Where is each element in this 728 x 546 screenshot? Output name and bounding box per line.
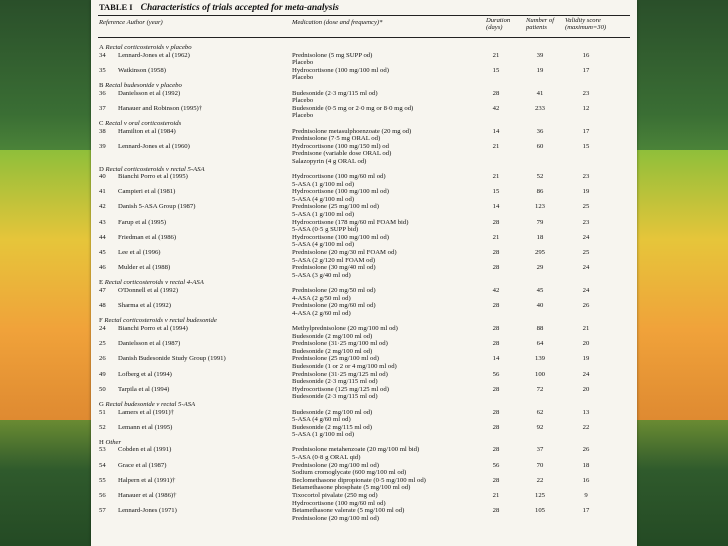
header-duration-line2: (days) [486, 24, 503, 32]
table-row [91, 135, 637, 143]
section-heading-text [99, 279, 204, 287]
cell-medication: Prednisolone metahenzoate (20 mg/100 ml bid) [292, 446, 420, 454]
section-title: Rectal budesonide v placebo [105, 81, 182, 89]
cell-medication: Hydrocortisone (100 mg/100 ml od) [292, 66, 389, 74]
cell-validity: 18 [582, 461, 590, 469]
table-row [91, 446, 637, 454]
cell-reference: 25 [99, 340, 106, 348]
table-row [91, 469, 637, 477]
top-rule [98, 15, 630, 16]
cell-validity: 26 [582, 446, 590, 454]
section-title: Rectal v oral corticosteroids [105, 119, 182, 127]
table-row [91, 158, 637, 166]
cell-patients: 92 [536, 423, 544, 431]
table-row [91, 424, 637, 432]
cell-patients: 100 [534, 370, 546, 378]
cell-duration: 42 [492, 287, 500, 294]
cell-author: Hanauer et al (1986)† [118, 492, 177, 500]
table-row [91, 340, 637, 348]
cell-reference: 38 [99, 127, 106, 135]
section-heading [91, 82, 637, 90]
cell-medication: Placebo [292, 112, 314, 120]
table-row [91, 302, 637, 310]
cell-validity: 25 [582, 249, 590, 257]
table-row [91, 378, 637, 386]
header-validity [565, 17, 606, 32]
table-caption: Characteristics of trials accepted for meta-analysis [140, 3, 339, 13]
cell-patients: 70 [536, 461, 544, 469]
cell-patients: 60 [536, 142, 544, 150]
section-letter: D [99, 165, 104, 173]
table-row [91, 249, 637, 257]
cell-author: Bianchi Porro et al (1994) [118, 324, 188, 332]
cell-medication: Hydrocortisone (100 mg/60 ml od) [292, 173, 386, 181]
cell-patients: 52 [536, 173, 544, 181]
section-heading [91, 279, 637, 287]
table-label: TABLE I [99, 2, 133, 12]
cell-duration: 14 [492, 203, 500, 211]
cell-duration: 28 [492, 408, 500, 416]
table-row [91, 500, 637, 508]
cell-patients: 88 [536, 324, 544, 332]
cell-medication: 4-ASA (2 g/60 ml od) [292, 309, 351, 317]
section-letter: G [99, 400, 104, 408]
cell-author: Lemann et al (1995) [118, 423, 173, 431]
cell-reference: 52 [99, 423, 106, 431]
cell-patients: 22 [536, 476, 544, 484]
cell-medication: Hydrocortisone (100 mg/100 ml od) [292, 188, 389, 196]
table-row [91, 181, 637, 189]
cell-medication: 5-ASA (1 g/100 ml od) [292, 211, 355, 219]
cell-reference: 35 [99, 66, 106, 74]
table-row [91, 515, 637, 523]
cell-author: Lofberg et al (1994) [118, 370, 172, 378]
cell-patients: 29 [536, 264, 544, 272]
cell-validity: 17 [582, 127, 590, 135]
cell-medication: Beclomethasone dipropionate (0·5 mg/100 ml od) [292, 476, 426, 484]
cell-reference: 48 [99, 302, 106, 310]
section-letter: E [99, 279, 104, 287]
cell-author: Watkinson (1958) [118, 66, 166, 74]
header-duration-line1: Duration [486, 17, 511, 24]
cell-medication: Placebo [292, 97, 314, 105]
cell-medication: 5-ASA (3 g/40 ml od) [292, 271, 351, 279]
header-validity-line1: Validity score [565, 17, 601, 24]
cell-medication: Methylprednisolone (20 mg/100 ml od) [292, 324, 398, 332]
cell-medication: 4-ASA (2 g/50 ml od) [292, 294, 351, 302]
cell-medication: Prednisolone (20 mg/30 ml FOAM od) [292, 249, 397, 257]
section-heading [91, 401, 637, 409]
cell-medication: Prednisone (variable dose ORAL od) [292, 150, 392, 158]
cell-duration: 15 [492, 66, 500, 74]
cell-medication: 5-ASA (1 g/100 ml od) [292, 180, 355, 188]
section-heading [91, 44, 637, 52]
cell-validity: 26 [582, 302, 590, 310]
cell-reference: 44 [99, 233, 106, 241]
table-row [91, 112, 637, 120]
cell-validity: 17 [582, 507, 590, 515]
cell-validity: 13 [582, 408, 590, 416]
table-row [91, 211, 637, 219]
section-title: Other [105, 438, 122, 446]
cell-duration: 21 [492, 492, 500, 500]
cell-medication: Hydrocortisone (100 mg/150 ml) od [292, 142, 389, 150]
cell-medication: 5-ASA (4 g/100 ml od) [292, 195, 355, 203]
cell-medication: Salazopyrin (4 g ORAL od) [292, 157, 367, 165]
cell-medication: Prednisolone (30 mg/40 ml od) [292, 264, 376, 272]
table-row [91, 348, 637, 356]
cell-duration: 28 [492, 507, 500, 515]
cell-author: Lee et al (1996) [118, 249, 161, 257]
table-row [91, 67, 637, 75]
cell-author: Hanauer and Robinson (1995)† [118, 104, 203, 112]
cell-validity: 21 [582, 324, 590, 332]
cell-validity: 15 [582, 142, 590, 150]
section-letter: H [99, 438, 104, 446]
table-row [91, 74, 637, 82]
cell-patients: 19 [536, 66, 544, 74]
section-title: Rectal budesonide v rectal 5-ASA [105, 400, 196, 408]
cell-validity: 12 [582, 104, 590, 112]
cell-medication: 5-ASA (0·5 g SUPP bid) [292, 226, 359, 234]
cell-validity: 9 [584, 492, 588, 500]
table-row [91, 431, 637, 439]
table-row [91, 188, 637, 196]
cell-author: Lamers et al (1991)† [118, 408, 174, 416]
cell-medication: Budesonide (1 or 2 or 4 mg/100 ml od) [292, 362, 397, 370]
cell-patients: 41 [536, 89, 544, 97]
table-row [91, 59, 637, 67]
cell-duration: 28 [492, 324, 500, 332]
cell-patients: 233 [534, 104, 546, 112]
table-row [91, 52, 637, 60]
cell-medication: Prednisolone (25 mg/100 ml od) [292, 203, 379, 211]
cell-medication: Prednisolone (20 mg/50 ml od) [292, 287, 376, 294]
cell-duration: 28 [492, 385, 500, 393]
cell-duration: 28 [492, 218, 500, 226]
cell-patients: 37 [536, 446, 544, 454]
cell-validity: 22 [582, 423, 590, 431]
cell-author: Danielsson et al (1992) [118, 89, 181, 97]
section-letter: B [99, 81, 104, 89]
cell-reference: 43 [99, 218, 106, 226]
cell-reference: 47 [99, 287, 106, 294]
cell-reference: 41 [99, 188, 106, 196]
cell-validity: 24 [582, 370, 590, 378]
section-title: Rectal corticosteroids v rectal 5-ASA [105, 165, 205, 173]
section-letter: C [99, 119, 104, 127]
cell-author: Halpern et al (1991)† [118, 476, 176, 484]
section-letter: A [99, 44, 104, 51]
cell-medication: 5-ASA (1 g/100 ml od) [292, 431, 355, 439]
cell-medication: Betamethasone phosphate (5 mg/100 ml od) [292, 484, 411, 492]
cell-author: Lennard-Jones et al (1962) [118, 51, 190, 59]
cell-author: Tarpila et al (1994) [118, 385, 170, 393]
cell-reference: 37 [99, 104, 106, 112]
section-heading-text [99, 317, 217, 325]
table-row [91, 355, 637, 363]
cell-medication: Tixocortol pivalate (250 mg od) [292, 492, 378, 500]
section-title: Rectal corticosteroids v rectal 4-ASA [104, 279, 204, 287]
cell-validity: 19 [582, 355, 590, 363]
cell-medication: Budesonide (2 mg/115 ml od) [292, 423, 372, 431]
cell-author: Grace et al (1987) [118, 461, 167, 469]
cell-validity: 23 [582, 218, 590, 226]
cell-author: Lennard-Jones (1971) [118, 507, 177, 515]
cell-medication: Budesonide (2 mg/100 ml od) [292, 347, 373, 355]
cell-duration: 28 [492, 446, 500, 454]
cell-duration: 56 [492, 370, 500, 378]
table-row [91, 325, 637, 333]
table-row [91, 363, 637, 371]
cell-patients: 36 [536, 127, 544, 135]
cell-author: Sharma et al (1992) [118, 302, 171, 310]
cell-author: Campieri et al (1981) [118, 188, 176, 196]
cell-validity: 20 [582, 340, 590, 348]
cell-validity: 19 [582, 188, 590, 196]
table-row [91, 386, 637, 394]
cell-duration: 28 [492, 340, 500, 348]
cell-medication: Budesonide (2 mg/100 ml od) [292, 408, 373, 416]
cell-author: Hamilton et al (1984) [118, 127, 176, 135]
header-medication: Medication (dose and frequency)* [292, 19, 383, 26]
table-row [91, 241, 637, 249]
cell-duration: 28 [492, 423, 500, 431]
table-row [91, 507, 637, 515]
cell-validity: 23 [582, 89, 590, 97]
section-heading [91, 166, 637, 174]
cell-medication: 5-ASA (0·8 g ORAL qid) [292, 454, 361, 462]
cell-medication: Budesonide (2·3 mg/115 ml od) [292, 89, 378, 97]
cell-reference: 46 [99, 264, 106, 272]
cell-reference: 54 [99, 461, 106, 469]
cell-validity: 24 [582, 264, 590, 272]
cell-author: Danish Budesonide Study Group (1991) [118, 355, 226, 363]
table-row [91, 416, 637, 424]
cell-patients: 125 [534, 492, 546, 500]
cell-duration: 42 [492, 104, 500, 112]
cell-reference: 45 [99, 249, 106, 257]
table-title [99, 2, 339, 13]
cell-medication: Prednisolone metasulphoenzoate (20 mg od) [292, 127, 412, 135]
cell-validity: 25 [582, 203, 590, 211]
cell-reference: 51 [99, 408, 106, 416]
cell-patients: 105 [534, 507, 546, 515]
cell-medication: Prednisolone (25 mg/100 ml od) [292, 355, 379, 363]
table-row [91, 462, 637, 470]
cell-medication: Prednisolone (7·5 mg ORAL od) [292, 135, 381, 143]
cell-validity: 16 [582, 51, 590, 59]
cell-patients: 79 [536, 218, 544, 226]
cell-author: O'Donnell et al (1992) [118, 287, 179, 294]
cell-patients: 62 [536, 408, 544, 416]
cell-validity: 24 [582, 287, 590, 294]
table-row [91, 287, 637, 295]
cell-author: Mulder et al (1988) [118, 264, 171, 272]
cell-medication: Betamethasone valerate (5 mg/100 ml od) [292, 507, 405, 515]
table-row [91, 196, 637, 204]
header-number-line1: Number of [526, 17, 555, 24]
table-row [91, 477, 637, 485]
section-heading-text [99, 120, 181, 128]
header-validity-line2: (maximum=30) [565, 24, 607, 32]
cell-reference: 49 [99, 370, 106, 378]
cell-medication: Budesonide (2·3 mg/115 ml od) [292, 378, 378, 386]
cell-medication: Placebo [292, 59, 314, 67]
cell-reference: 56 [99, 492, 106, 500]
section-heading-text [99, 82, 182, 90]
section-heading-text [99, 44, 192, 52]
table-row [91, 105, 637, 113]
table-row [91, 272, 637, 280]
table-row [91, 371, 637, 379]
cell-validity: 17 [582, 66, 590, 74]
cell-reference: 39 [99, 142, 106, 150]
cell-medication: Prednisolone (31·25 mg/125 ml od) [292, 370, 388, 378]
section-heading [91, 120, 637, 128]
cell-reference: 34 [99, 51, 106, 59]
table-row [91, 97, 637, 105]
header-number-line2: patients [526, 24, 547, 32]
table-row [91, 454, 637, 462]
table-row [91, 484, 637, 492]
table-row [91, 295, 637, 303]
cell-patients: 295 [534, 249, 546, 257]
cell-author: Lennard-Jones et al (1960) [118, 142, 190, 150]
cell-duration: 21 [492, 142, 500, 150]
cell-reference: 55 [99, 476, 106, 484]
cell-medication: 5-ASA (4 g/60 ml od) [292, 416, 351, 424]
cell-medication: Hydrocortisone (100 mg/100 ml od) [292, 233, 389, 241]
table-row [91, 234, 637, 242]
cell-medication: Prednisolone (20 mg/60 ml od) [292, 302, 376, 310]
cell-medication: Prednisolone (20 mg/100 ml od) [292, 461, 379, 469]
cell-author: Danish 5-ASA Group (1987) [118, 203, 196, 211]
section-letter: F [99, 317, 103, 325]
section-title: Rectal corticosteroids v rectal budesonide [104, 317, 217, 325]
table-row [91, 264, 637, 272]
section-heading [91, 317, 637, 325]
cell-validity: 23 [582, 173, 590, 181]
cell-medication: 5-ASA (4 g/100 ml od) [292, 241, 355, 249]
document-page [91, 0, 637, 546]
table-row [91, 226, 637, 234]
table-row [91, 310, 637, 318]
table-row [91, 150, 637, 158]
table-row [91, 409, 637, 417]
section-heading-text [99, 166, 205, 174]
cell-reference: 24 [99, 324, 106, 332]
cell-reference: 53 [99, 446, 106, 454]
section-heading-text [99, 439, 121, 447]
cell-duration: 28 [492, 264, 500, 272]
cell-duration: 14 [492, 127, 500, 135]
cell-author: Bianchi Porro et al (1995) [118, 173, 188, 181]
cell-medication: Prednisolone (20 mg/100 ml od) [292, 514, 379, 522]
table-row [91, 143, 637, 151]
cell-medication: Prednisolone (5 mg SUPP od) [292, 51, 373, 59]
cell-duration: 56 [492, 461, 500, 469]
header-number [526, 17, 554, 32]
cell-author: Farup et al (1995) [118, 218, 167, 226]
cell-patients: 86 [536, 188, 544, 196]
table-row [91, 173, 637, 181]
table-row [91, 492, 637, 500]
cell-patients: 139 [534, 355, 546, 363]
table-row [91, 128, 637, 136]
cell-duration: 28 [492, 89, 500, 97]
cell-patients: 72 [536, 385, 544, 393]
cell-medication: Hydrocortisone (100 mg/60 ml od) [292, 499, 386, 507]
table-row [91, 203, 637, 211]
cell-reference: 57 [99, 507, 106, 515]
cell-medication: Budesonide (0·5 mg or 2·0 mg or 8·0 mg od) [292, 104, 414, 112]
cell-duration: 21 [492, 173, 500, 181]
cell-author: Cobden et al (1991) [118, 446, 172, 454]
table-body [91, 44, 637, 522]
cell-author: Friedman et al (1986) [118, 233, 177, 241]
cell-reference: 26 [99, 355, 106, 363]
cell-medication: Budesonide (2 mg/100 ml od) [292, 332, 373, 340]
cell-medication: Sodium cromoglycate (600 mg/100 ml od) [292, 469, 407, 477]
cell-validity: 20 [582, 385, 590, 393]
table-row [91, 219, 637, 227]
cell-validity: 24 [582, 233, 590, 241]
cell-patients: 64 [536, 340, 544, 348]
section-heading [91, 439, 637, 447]
cell-patients: 40 [536, 302, 544, 310]
section-heading-text [99, 401, 195, 409]
cell-duration: 28 [492, 476, 500, 484]
cell-author: Danielsson et al (1987) [118, 340, 181, 348]
cell-duration: 21 [492, 233, 500, 241]
cell-patients: 39 [536, 51, 544, 59]
section-title: Rectal corticosteroids v placebo [105, 44, 192, 51]
cell-reference: 40 [99, 173, 106, 181]
cell-duration: 28 [492, 249, 500, 257]
cell-patients: 18 [536, 233, 544, 241]
cell-patients: 123 [534, 203, 546, 211]
cell-validity: 16 [582, 476, 590, 484]
table-row [91, 333, 637, 341]
cell-medication: 5-ASA (2 g/120 ml FOAM od) [292, 256, 376, 264]
cell-medication: Hydrocortisone (125 mg/125 ml od) [292, 385, 389, 393]
cell-duration: 28 [492, 302, 500, 310]
table-row [91, 393, 637, 401]
table-row [91, 90, 637, 98]
header-ref-author: Reference Author (year) [99, 19, 163, 26]
cell-medication: Placebo [292, 74, 314, 82]
cell-duration: 15 [492, 188, 500, 196]
cell-duration: 14 [492, 355, 500, 363]
table-row [91, 257, 637, 265]
cell-reference: 50 [99, 385, 106, 393]
cell-reference: 36 [99, 89, 106, 97]
header-duration [486, 17, 510, 32]
header-rule [98, 37, 630, 38]
cell-duration: 21 [492, 51, 500, 59]
cell-medication: Budesonide (2·3 mg/115 ml od) [292, 393, 378, 401]
cell-medication: Hydrocortisone (178 mg/60 ml FOAM bid) [292, 218, 409, 226]
cell-reference: 42 [99, 203, 106, 211]
cell-patients: 45 [536, 287, 544, 294]
cell-medication: Prednisolone (31·25 mg/100 ml od) [292, 340, 388, 348]
